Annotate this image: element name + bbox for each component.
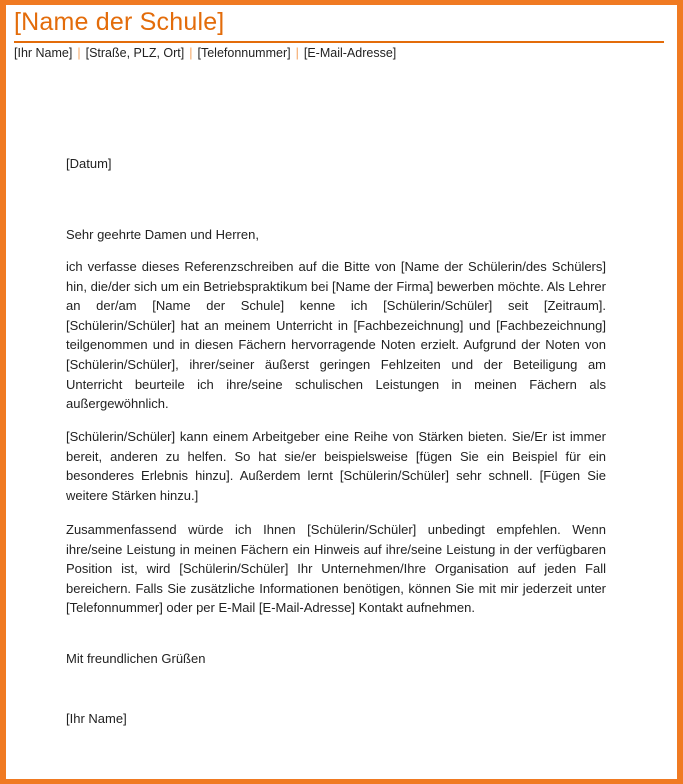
contact-separator: | xyxy=(77,46,81,60)
contact-phone[interactable]: [Telefonnummer] xyxy=(197,46,291,60)
header-divider xyxy=(14,41,664,43)
contact-separator: | xyxy=(295,46,299,60)
contact-line xyxy=(14,46,396,60)
letter-page xyxy=(6,5,677,779)
signature-name[interactable]: [Ihr Name] xyxy=(66,711,127,726)
body-paragraph-1: ich verfasse dieses Referenzschreiben auf die Bitte von [Name der Schülerin/des Schülers] hin, die/der sich um ein Betriebspraktikum bei [Name der Firma] bewerben möchte. Als Lehrer an der/am [Name der Schule] kenne ich [Schülerin/Schüler] seit [Zeitraum]. [Schülerin/Schüler] hat an meinem Unterricht in [Fachbezeichnung] und [Fachbezeichnung] teilgenommen und in diesen Fächern hervorragende Noten erzielt. Aufgrund der Noten von [Schülerin/Schüler], ihrer/seiner äußerst geringen Fehlzeiten und der Beteiligung am Unterricht beurteile ich ihre/seine schulischen Leistungen in meinen Fächern als außergewöhnlich. xyxy=(66,259,606,412)
body-paragraph-2: [Schülerin/Schüler] kann einem Arbeitgeber eine Reihe von Stärken bieten. Sie/Er ist immer bereit, anderen zu helfen. So hat sie/er beispielsweise [fügen Sie ein Beispiel für ein besonderes Erlebnis hinzu]. Außerdem lernt [Schülerin/Schüler] sehr schnell. [Fügen Sie weitere Stärken hinzu.] xyxy=(66,429,606,503)
salutation: Sehr geehrte Damen und Herren, xyxy=(66,227,259,242)
school-name-heading[interactable]: [Name der Schule] xyxy=(14,8,225,36)
contact-email[interactable]: [E-Mail-Adresse] xyxy=(303,46,397,60)
body-paragraph-3: Zusammenfassend würde ich Ihnen [Schülerin/Schüler] unbedingt empfehlen. Wenn ihre/seine Leistung in meinen Fächern ein Hinweis auf ihre/seine Leistung in der verfügbaren Position ist, wird [Schülerin/Schüler] Ihr Unternehmen/Ihre Organisation auf jeden Fall bereichern. Falls Sie zusätzliche Informationen benötigen, können Sie mit mir jederzeit unter [Telefonnummer] oder per E-Mail [E-Mail-Adresse] Kontakt aufnehmen. xyxy=(66,522,606,616)
contact-name[interactable]: [Ihr Name] xyxy=(14,46,73,60)
letter-date[interactable]: [Datum] xyxy=(66,156,112,171)
closing: Mit freundlichen Grüßen xyxy=(66,651,206,666)
contact-address[interactable]: [Straße, PLZ, Ort] xyxy=(85,46,185,60)
contact-separator: | xyxy=(189,46,193,60)
